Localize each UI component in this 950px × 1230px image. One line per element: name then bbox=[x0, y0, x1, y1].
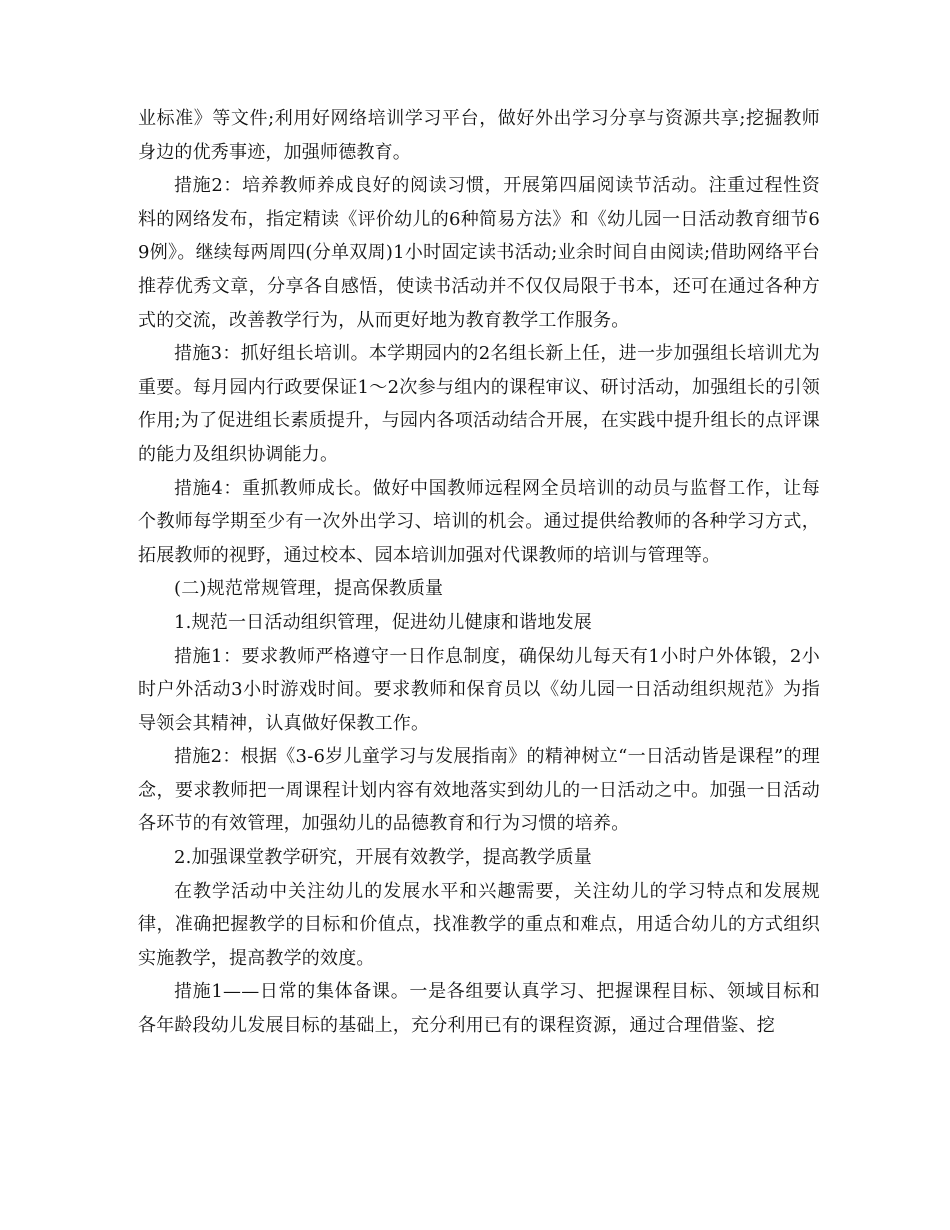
paragraph-measure-4-teacher-growth: 措施4：重抓教师成长。做好中国教师远程网全员培训的动员与监督工作，让每个教师每学期至少有一次外出学习、培训的机会。通过提供给教师的各种学习方式，拓展教师的视野，通过校本、园本培训加强对代课教师的培训与管理等。 bbox=[138, 477, 820, 566]
paragraph-measure-3-leader-training: 措施3：抓好组长培训。本学期园内的2名组长新上任，进一步加强组长培训尤为重要。每月园内行政要保证1～2次参与组内的课程审议、研讨活动，加强组长的引领作用;为了促进组长素质提升，与园内各项活动结合开展，在实践中提升组长的点评课的能力及组织协调能力。 bbox=[138, 343, 820, 465]
document-page bbox=[138, 102, 820, 1043]
paragraph-collective-lesson-prep: 措施1——日常的集体备课。一是各组要认真学习、把握课程目标、领域目标和各年龄段幼儿发展目标的基础上，充分利用已有的课程资源，通过合理借鉴、挖 bbox=[138, 981, 820, 1037]
paragraph-continuation: 业标准》等文件;利用好网络培训学习平台，做好外出学习分享与资源共享;挖掘教师身边的优秀事迹，加强师德教育。 bbox=[138, 108, 820, 163]
paragraph-daily-measure-2: 措施2：根据《3-6岁儿童学习与发展指南》的精神树立“一日活动皆是课程”的理念，要求教师把一周课程计划内容有效地落实到幼儿的一日活动之中。加强一日活动各环节的有效管理，加强幼儿的品德教育和行为习惯的培养。 bbox=[138, 746, 820, 835]
paragraph-teaching-focus: 在教学活动中关注幼儿的发展水平和兴趣需要，关注幼儿的学习特点和发展规律，准确把握教学的目标和价值点，找准教学的重点和难点，用适合幼儿的方式组织实施教学，提高教学的效度。 bbox=[138, 880, 820, 969]
subheading-1: 1.规范一日活动组织管理，促进幼儿健康和谐地发展 bbox=[174, 611, 592, 633]
subheading-2: 2.加强课堂教学研究，开展有效教学，提高教学质量 bbox=[174, 847, 592, 869]
section-heading-2: (二)规范常规管理，提高保教质量 bbox=[174, 578, 444, 600]
paragraph-measure-2-reading: 措施2：培养教师养成良好的阅读习惯，开展第四届阅读节活动。注重过程性资料的网络发布，指定精读《评价幼儿的6种简易方法》和《幼儿园一日活动教育细节69例》。继续每两周四(分单双周)1小时固定读书活动;业余时间自由阅读;借助网络平台推荐优秀文章，分享各自感悟，使读书活动并不仅仅局限于书本，还可在通过各种方式的交流，改善教学行为，从而更好地为教育教学工作服务。 bbox=[138, 175, 820, 331]
paragraph-daily-measure-1: 措施1：要求教师严格遵守一日作息制度，确保幼儿每天有1小时户外体锻，2小时户外活动3小时游戏时间。要求教师和保育员以《幼儿园一日活动组织规范》为指导领会其精神，认真做好保教工作。 bbox=[138, 645, 820, 734]
